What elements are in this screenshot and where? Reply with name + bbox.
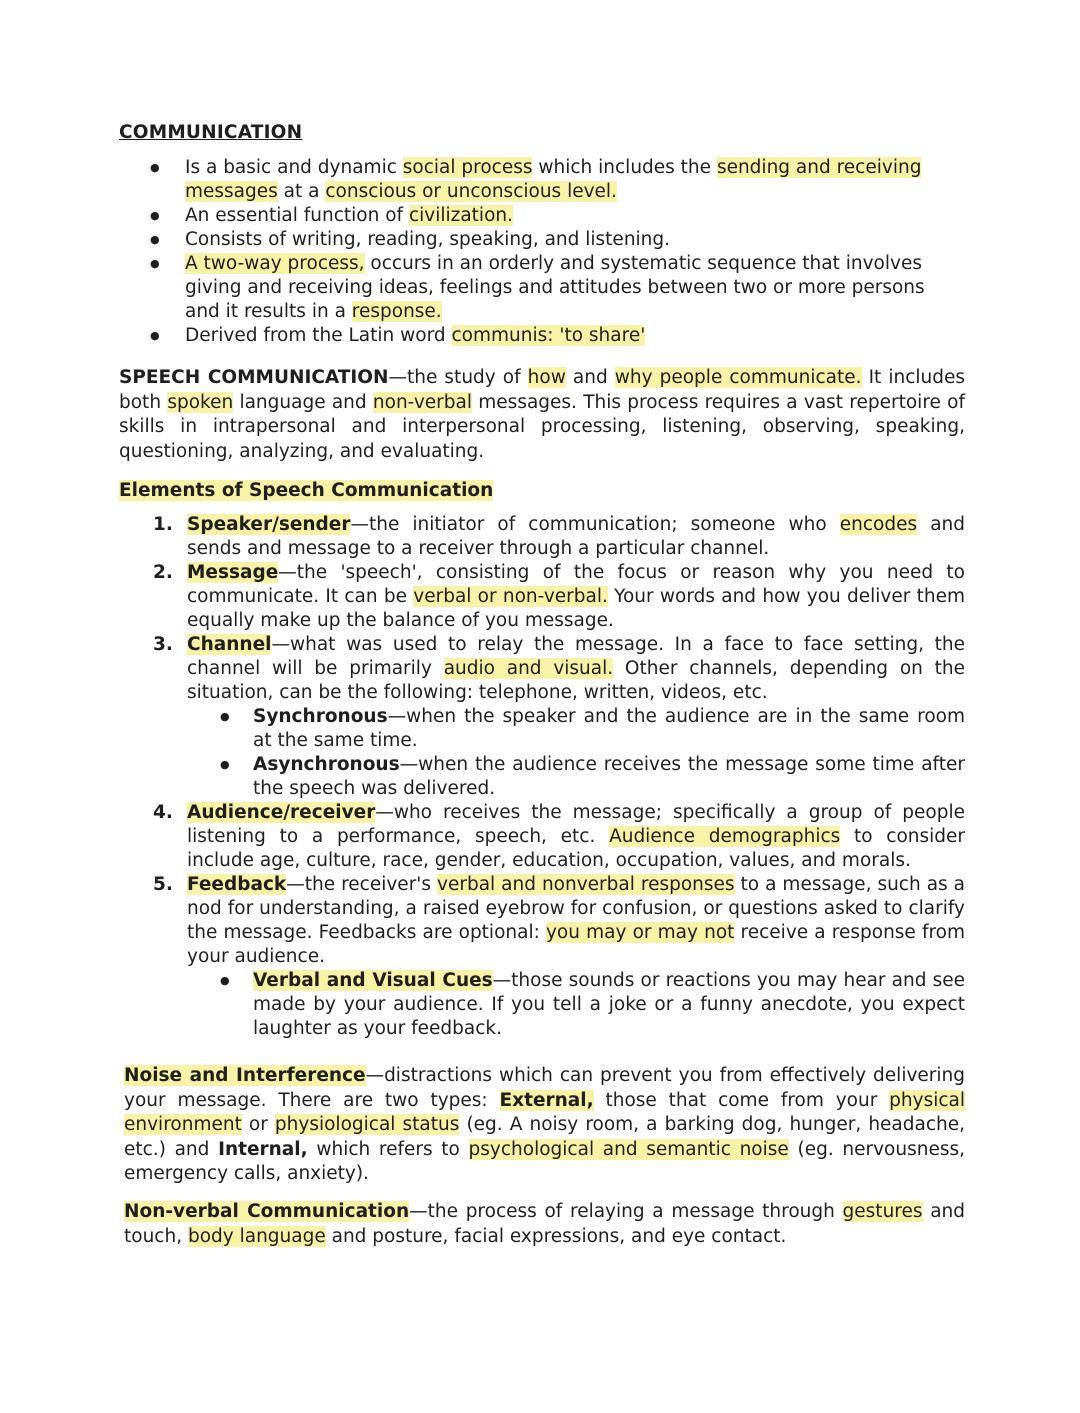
feedback-subtypes <box>187 969 965 1041</box>
element-item: 4. Audience/receiver—who receives the message; specifically a group of people listening to a performance, speech, etc. Audience demographics to consider include age, culture, race, gender, education, occupation, values, and morals. <box>153 802 966 871</box>
element-item: 2. Message—the 'speech', consisting of the focus or reason why you need to communicate. It can be verbal or non-verbal. Your words and how you deliver them equally make up the balance of you message. <box>153 562 965 631</box>
element-item: 5. Feedback—the receiver's verbal and nonverbal responses to a message, such as a nod for understanding, a raised eyebrow for confusion, or questions asked to clarify the message. Feedbacks are optional: you may or may not receive a response from your audience. ● Verbal and Visual Cues—those sounds or reactions you may hear and see made by your audience. If you tell a joke or a funny anecdote, you expect laughter as your feedback. <box>0 873 965 1041</box>
bullet-item: ● Consists of writing, reading, speaking, and listening. <box>0 228 965 252</box>
bullet-item: ● An essential function of civilization. <box>0 204 965 228</box>
sub-item: ● Verbal and Visual Cues—those sounds or reactions you may hear and see made by your audience. If you tell a joke or a funny anecdote, you expect laughter as your feedback. <box>187 969 965 1041</box>
bullet-item: ● A two-way process, occurs in an orderly and systematic sequence that involves giving and receiving ideas, feelings and attitudes between two or more persons and it results in a response. <box>0 252 965 324</box>
sub-item: ● Asynchronous—when the audience receives the message some time after the speech was delivered. <box>187 753 965 801</box>
element-item: 3. Channel—what was used to relay the message. In a face to face setting, the channel will be primarily audio and visual. Other channels, depending on the situation, can be the following: telephone, written, videos, etc. ● Synchronous—when the speaker and the audience are in the same room at the same time. ● Asynchronous—when the audience receives the message some time after the speech was delivered. <box>0 633 965 801</box>
communication-bullets <box>0 156 1080 348</box>
speech-communication-paragraph: SPEECH COMMUNICATION—the study of how and why people communicate. It includes both spoken language and non-verbal messages. This process requires a vast repertoire of skills in intrapersonal and interpersonal processing, listening, observing, speaking, questioning, analyzing, and evaluating. <box>119 367 966 462</box>
bullet-item: ● Derived from the Latin word communis: 'to share' <box>0 324 965 348</box>
page-title: COMMUNICATION <box>119 122 303 143</box>
bullet-item: ● Is a basic and dynamic social process which includes the sending and receiving messages at a conscious or unconscious level. <box>0 156 965 204</box>
sub-item: ● Synchronous—when the speaker and the audience are in the same room at the same time. <box>187 705 965 753</box>
channel-subtypes <box>187 705 965 801</box>
elements-heading: Elements of Speech Communication <box>119 480 494 501</box>
elements-list <box>0 513 1080 1041</box>
noise-paragraph: Noise and Interference—distractions which can prevent you from effectively delivering your message. There are two types: External, those that come from your physical environment or physiological status (eg. A noisy room, a barking dog, hunger, headache, etc.) and Internal, which refers to psychological and semantic noise (eg. nervousness, emergency calls, anxiety). <box>124 1065 966 1184</box>
element-item: 1. Speaker/sender—the initiator of communication; someone who encodes and sends and message to a receiver through a particular channel. <box>153 514 965 559</box>
nonverbal-paragraph: Non-verbal Communication—the process of relaying a message through gestures and touch, body language and posture, facial expressions, and eye contact. <box>124 1201 966 1247</box>
